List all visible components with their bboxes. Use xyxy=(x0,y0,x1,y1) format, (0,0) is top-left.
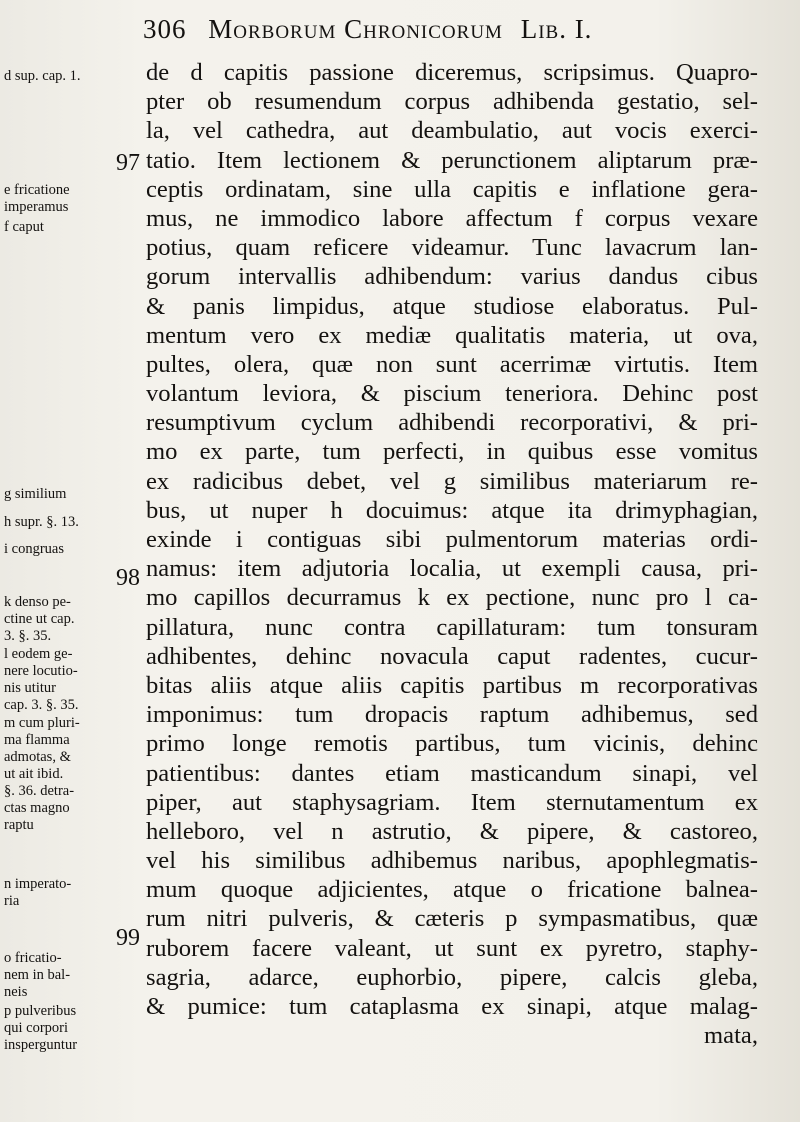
text-line: & panis limpidus, atque studiose elaboratus. Pul- xyxy=(146,292,758,320)
text-line: vel his similibus adhibemus naribus, apophlegmatis- xyxy=(146,847,758,875)
margin-note: k denso pe- ctine ut cap. 3. §. 35. xyxy=(4,594,75,644)
text-line: resumptivum cyclum adhibendi recorporativi, & pri- xyxy=(146,409,758,437)
text-line: & pumice: tum cataplasma ex sinapi, atque malag- xyxy=(146,993,758,1020)
text-line: la, vel cathedra, aut deambulatio, aut vocis exerci- xyxy=(146,117,758,145)
section-number: 98 xyxy=(116,565,140,591)
page-number: 306 xyxy=(143,14,187,44)
section-number: 97 xyxy=(116,150,140,176)
margin-note: d sup. cap. 1. xyxy=(4,68,81,84)
margin-note: i congruas xyxy=(4,541,64,557)
margin-note: e fricatione imperamus xyxy=(4,182,70,215)
text-line: primo longe remotis partibus, tum vicinis, dehinc xyxy=(146,730,758,758)
text-line: ceptis ordinatam, sine ulla capitis e inflatione gera- xyxy=(146,175,758,203)
text-line: mo ex parte, tum perfecti, in quibus esse vomitus xyxy=(146,438,758,466)
text-line: patientibus: dantes etiam masticandum sinapi, vel xyxy=(146,759,758,787)
text-line: de d capitis passione diceremus, scripsimus. Quapro- xyxy=(146,59,758,86)
text-line: exinde i contiguas sibi pulmentorum materias ordi- xyxy=(146,526,758,553)
margin-note: o fricatio- nem in bal- neis xyxy=(4,950,71,1000)
margin-note: f caput xyxy=(4,219,44,235)
text-line: imponimus: tum dropacis raptum adhibemus, sed xyxy=(146,701,758,729)
text-line: pillatura, nunc contra capillaturam: tum tonsuram xyxy=(146,613,758,641)
text-line: pultes, olera, quæ non sunt acerrimæ virtutis. Item xyxy=(146,350,758,378)
text-line: sagria, adarce, euphorbio, pipere, calcis gleba, xyxy=(146,963,758,991)
text-line: adhibentes, dehinc novacula caput radentes, cucur- xyxy=(146,642,758,670)
margin-note: m cum pluri- ma flamma admotas, & ut ait ibid. §. 36. detra- ctas magno raptu xyxy=(4,715,80,833)
text-line: bitas aliis atque aliis capitis partibus m recorporativas xyxy=(146,671,758,699)
running-header xyxy=(143,14,783,54)
text-line: tatio. Item lectionem & perunctionem aliptarum præ- xyxy=(146,146,758,174)
margin-column xyxy=(0,0,150,1122)
text-line: gorum intervallis adhibendum: varius dandus cibus xyxy=(146,263,758,291)
section-number: 99 xyxy=(116,925,140,951)
text-line: helleboro, vel n astrutio, & pipere, & castoreo, xyxy=(146,817,758,845)
margin-note: p pulveribus qui corpori insperguntur xyxy=(4,1003,78,1053)
text-line: piper, aut staphysagriam. Item sternutamentum ex xyxy=(146,788,758,816)
margin-note: g similium xyxy=(4,486,67,502)
text-line: rum nitri pulveris, & cæteris p sympasmatibus, quæ xyxy=(146,905,758,933)
text-line: mum quoque adjicientes, atque o fricatione balnea- xyxy=(146,876,758,904)
margin-note: l eodem ge- nere locutio- nis utitur cap. 3. §. 35. xyxy=(4,646,79,713)
text-line: ruborem facere valeant, ut sunt ex pyretro, staphy- xyxy=(146,934,758,962)
text-line: pter ob resumendum corpus adhibenda gestatio, sel- xyxy=(146,88,758,116)
body-text xyxy=(146,58,758,1050)
text-line: bus, ut nuper h docuimus: atque ita drimyphagian, xyxy=(146,496,758,524)
margin-note: n imperato- ria xyxy=(4,876,72,909)
text-line: potius, quam reficere videamur. Tunc lavacrum lan- xyxy=(146,234,758,262)
running-title: Morborum Chronicorum xyxy=(208,14,503,44)
text-line: mo capillos decurramus k ex pectione, nunc pro l ca- xyxy=(146,584,758,612)
margin-note: h supr. §. 13. xyxy=(4,514,79,530)
catchword: mata, xyxy=(704,1022,758,1050)
text-line: mentum vero ex mediæ qualitatis materia, ut ova, xyxy=(146,321,758,349)
text-line: namus: item adjutoria localia, ut exempli causa, pri- xyxy=(146,555,758,583)
text-line: volantum leviora, & piscium teneriora. Dehinc post xyxy=(146,380,758,408)
book-number: Lib. I. xyxy=(520,14,593,44)
text-line: ex radicibus debet, vel g similibus materiarum re- xyxy=(146,467,758,495)
text-line: mus, ne immodico labore affectum f corpus vexare xyxy=(146,204,758,232)
